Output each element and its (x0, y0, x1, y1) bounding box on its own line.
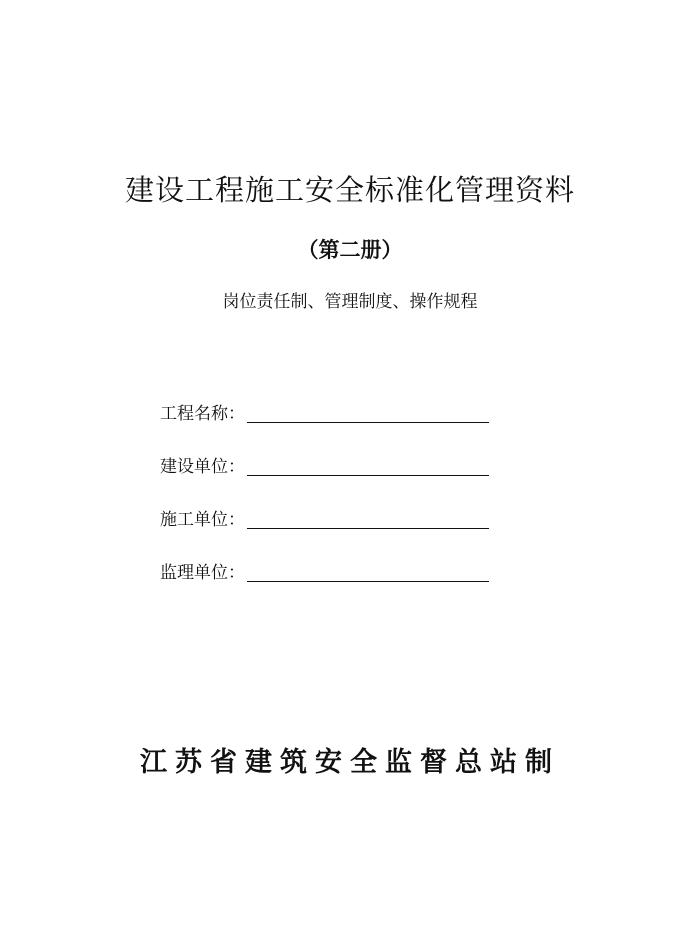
field-label: 建设单位： (160, 457, 245, 477)
field-label: 监理单位： (160, 563, 245, 583)
info-fields (160, 374, 520, 586)
volume-label: （第二册） (297, 238, 403, 262)
document-title: 建设工程施工安全标准化管理资料 (124, 173, 575, 207)
issuer-name: 江苏省建筑安全监督总站制 (140, 747, 560, 778)
field-label: 工程名称： (160, 404, 245, 424)
contractor-blank[interactable] (247, 508, 489, 529)
supervisor-blank[interactable] (247, 561, 489, 582)
contents-subtitle: 岗位责任制、管理制度、操作规程 (222, 292, 478, 312)
field-construction-owner (160, 427, 520, 480)
field-project-name (160, 374, 520, 427)
construction-owner-blank[interactable] (247, 455, 489, 476)
project-name-blank[interactable] (247, 402, 489, 423)
field-label: 施工单位： (160, 510, 245, 530)
field-contractor (160, 480, 520, 533)
field-supervisor (160, 533, 520, 586)
